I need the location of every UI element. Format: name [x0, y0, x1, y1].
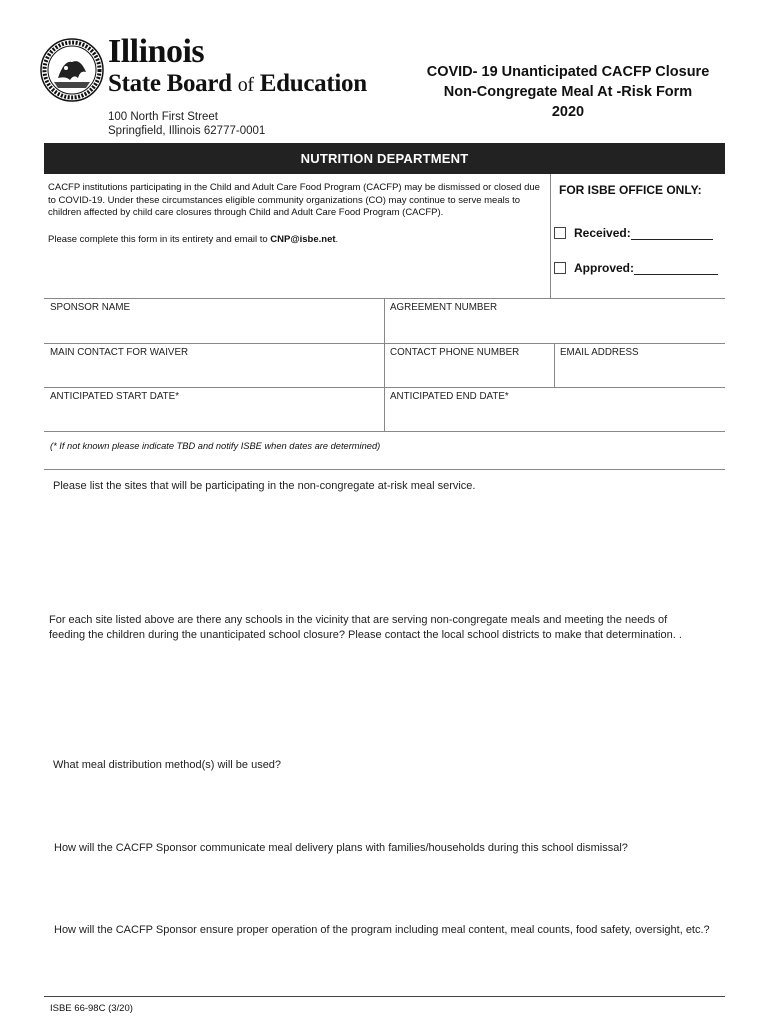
email-address-field[interactable]: EMAIL ADDRESS [560, 347, 639, 358]
question-distribution: What meal distribution method(s) will be used? [53, 759, 282, 771]
sponsor-name-field[interactable]: SPONSOR NAME [50, 302, 131, 313]
intro-section [44, 174, 725, 298]
agency-name-line2 [108, 70, 367, 99]
approved-label: Approved: [574, 261, 634, 275]
form-title-line3: 2020 [551, 104, 585, 120]
date-note: (* If not known please indicate TBD and notify ISBE when dates are determined) [50, 441, 381, 451]
address-line1: 100 North First Street [108, 111, 218, 123]
agreement-number-field[interactable]: AGREEMENT NUMBER [390, 302, 498, 313]
received-line [631, 227, 713, 240]
question-schools-line2: feeding the children during the unanticipated school closure? Please contact the local school districts to make that determination. . [49, 629, 682, 641]
question-communicate: How will the CACFP Sponsor communicate meal delivery plans with families/households during this school dismissal? [54, 842, 628, 854]
agency-name-part: Education [253, 70, 367, 97]
received-checkbox[interactable] [554, 227, 566, 239]
instruction-text: Please complete this form in its entirety and email to [48, 234, 271, 245]
intro-instruction [48, 234, 338, 245]
question-schools-line1: For each site listed above are there any schools in the vicinity that are serving non-congregate meals and meeting the needs of [49, 614, 668, 626]
start-date-field[interactable]: ANTICIPATED START DATE* [50, 391, 180, 402]
main-contact-field[interactable]: MAIN CONTACT FOR WAIVER [50, 347, 189, 358]
form-code: ISBE 66-98C (3/20) [50, 1003, 133, 1014]
contact-phone-field[interactable]: CONTACT PHONE NUMBER [390, 347, 520, 358]
form-title-line2: Non-Congregate Meal At -Risk Form [443, 84, 693, 100]
state-seal-logo [40, 38, 104, 102]
approved-checkbox[interactable] [554, 262, 566, 274]
footer-divider [44, 996, 725, 997]
agency-name-part: State Board [108, 70, 238, 97]
question-operation: How will the CACFP Sponsor ensure proper operation of the program including meal content, meal counts, food safety, oversight, etc.? [54, 924, 710, 936]
agency-name-line1: Illinois [108, 33, 205, 70]
submission-email-link[interactable]: CNP@isbe.net [270, 234, 336, 245]
address-line2: Springfield, Illinois 62777-0001 [108, 125, 266, 137]
form-title-line1: COVID- 19 Unanticipated CACFP Closure [426, 64, 710, 80]
isbe-office-heading: FOR ISBE OFFICE ONLY: [559, 183, 702, 197]
column-divider [554, 343, 555, 387]
column-divider [384, 298, 385, 431]
received-label: Received: [574, 226, 631, 240]
intro-paragraph: CACFP institutions participating in the Child and Adult Care Food Program (CACFP) may be dismissed or closed due to COVID-19. Under these circumstances eligible community organizations (CO) may continue to serve meals to children affected by child care closures through Child and Adult Care Food Program (CACFP). [48, 182, 540, 218]
divider [44, 431, 725, 432]
approved-row [554, 261, 718, 275]
instruction-suffix: . [335, 234, 339, 245]
question-sites: Please list the sites that will be participating in the non-congregate at-risk meal service. [53, 480, 476, 492]
form-title [398, 62, 738, 122]
agency-name-of: of [237, 74, 254, 96]
approved-line [634, 262, 718, 275]
intro-left-panel [44, 174, 551, 298]
divider [44, 469, 725, 470]
received-row [554, 226, 713, 240]
department-banner: NUTRITION DEPARTMENT [44, 143, 725, 174]
end-date-field[interactable]: ANTICIPATED END DATE* [390, 391, 509, 402]
